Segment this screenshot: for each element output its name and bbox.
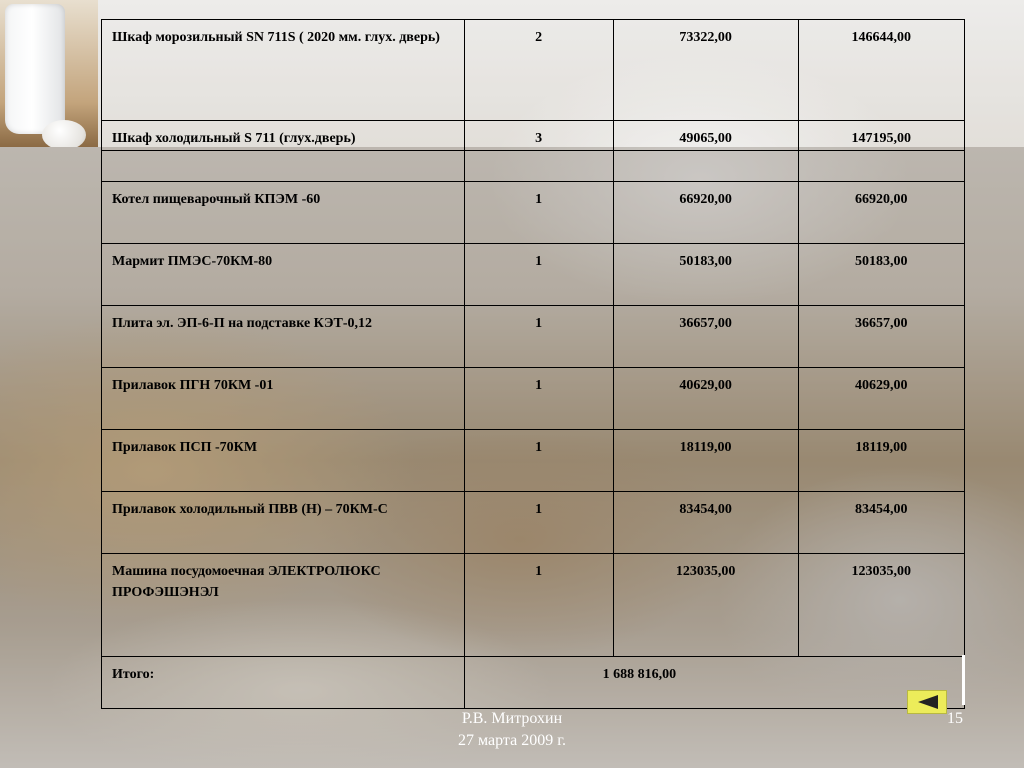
row-price-cell: 50183,00	[613, 244, 798, 306]
row-name-cell: Мармит ПМЭС-70КМ-80	[102, 244, 465, 306]
row-price-cell: 123035,00	[613, 554, 798, 657]
row-qty-cell: 1	[464, 492, 613, 554]
row-name-cell: Плита эл. ЭП-6-П на подставке КЭТ-0,12	[102, 306, 465, 368]
row-sum-cell: 50183,00	[798, 244, 964, 306]
milk-glass-shape	[5, 4, 65, 134]
slide-footer	[412, 708, 612, 752]
row-name-cell: Прилавок холодильный ПВВ (Н) – 70КМ-С	[102, 492, 465, 554]
row-sum-cell: 146644,00	[798, 20, 964, 121]
row-qty-cell: 1	[464, 430, 613, 492]
equipment-table	[101, 19, 965, 709]
row-sum-cell: 36657,00	[798, 306, 964, 368]
total-row-accent-line	[962, 655, 965, 705]
row-qty-cell	[464, 151, 613, 182]
row-qty-cell: 1	[464, 554, 613, 657]
egg-shape	[42, 120, 86, 147]
row-sum-cell: 40629,00	[798, 368, 964, 430]
row-price-cell: 83454,00	[613, 492, 798, 554]
total-row	[102, 657, 965, 709]
milk-glass-photo	[0, 0, 98, 147]
triangle-left-icon	[918, 695, 938, 709]
row-price-cell: 73322,00	[613, 20, 798, 121]
table-row	[102, 554, 965, 657]
row-qty-cell: 1	[464, 182, 613, 244]
row-sum-cell: 83454,00	[798, 492, 964, 554]
total-value-text: 1 688 816,00	[602, 667, 677, 682]
row-name-cell: Котел пищеварочный КПЭМ -60	[102, 182, 465, 244]
row-qty-cell: 3	[464, 121, 613, 151]
row-price-cell: 40629,00	[613, 368, 798, 430]
table-row	[102, 151, 965, 182]
total-value	[464, 657, 964, 709]
row-name-cell: Шкаф морозильный SN 711S ( 2020 мм. глух. дверь)	[102, 20, 465, 121]
row-qty-cell: 1	[464, 244, 613, 306]
row-price-cell: 18119,00	[613, 430, 798, 492]
table-row	[102, 430, 965, 492]
row-sum-cell: 123035,00	[798, 554, 964, 657]
table-row	[102, 306, 965, 368]
row-price-cell	[613, 151, 798, 182]
row-qty-cell: 1	[464, 368, 613, 430]
table-row	[102, 492, 965, 554]
table-row	[102, 182, 965, 244]
row-sum-cell	[798, 151, 964, 182]
table-row	[102, 244, 965, 306]
row-name-cell: Прилавок ПГН 70КМ -01	[102, 368, 465, 430]
row-qty-cell: 1	[464, 306, 613, 368]
row-price-cell: 66920,00	[613, 182, 798, 244]
row-name-cell	[102, 151, 465, 182]
row-qty-cell: 2	[464, 20, 613, 121]
row-name-cell: Шкаф холодильный S 711 (глух.дверь)	[102, 121, 465, 151]
total-label: Итого:	[102, 657, 465, 709]
row-price-cell: 49065,00	[613, 121, 798, 151]
row-price-cell: 36657,00	[613, 306, 798, 368]
footer-date: 27 марта 2009 г.	[458, 732, 566, 749]
slide-number: 15	[947, 710, 963, 727]
row-sum-cell: 18119,00	[798, 430, 964, 492]
row-sum-cell: 147195,00	[798, 121, 964, 151]
row-name-cell: Машина посудомоечная ЭЛЕКТРОЛЮКС ПРОФЭШЭНЭЛ	[102, 554, 465, 657]
row-name-cell: Прилавок ПСП -70КМ	[102, 430, 465, 492]
table-row	[102, 368, 965, 430]
row-sum-cell: 66920,00	[798, 182, 964, 244]
table-row	[102, 20, 965, 121]
footer-author: Р.В. Митрохин	[461, 710, 563, 727]
table-row	[102, 121, 965, 151]
